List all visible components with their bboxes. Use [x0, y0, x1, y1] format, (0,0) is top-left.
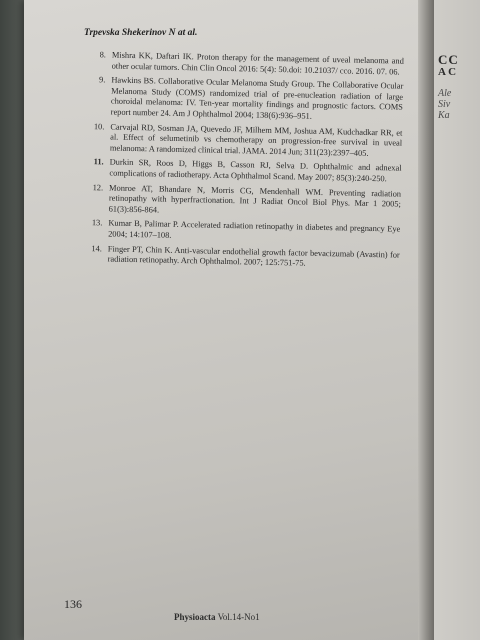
journal-name: Physioacta [174, 612, 216, 622]
reference-number: 13. [91, 218, 103, 228]
reference-number: 8. [99, 50, 106, 60]
facing-page-author-fragment: Ka [438, 110, 450, 121]
reference-text: Kumar B, Palimar P. Accelerated radiation retinopathy in diabetes and pregnancy Eye 2004; 14:107–108. [108, 218, 401, 240]
facing-page-author-fragment: Ale [438, 88, 452, 99]
reference-item [82, 243, 400, 271]
reference-text: Mishra KK, Daftari IK. Proton therapy for the management of uveal melanoma and other ocular tumors. Chin Clin Oncol 2016: 5(4): 50.doi: 10.21037/ cco. 2016. 07. 06. [111, 50, 404, 77]
reference-item [83, 183, 402, 221]
reference-number: 9. [98, 75, 106, 85]
reference-item [83, 157, 401, 185]
reference-number: 12. [92, 182, 104, 192]
journal-volume: Vol.14-No1 [217, 612, 260, 622]
reference-list [81, 50, 404, 275]
reference-item [84, 122, 403, 160]
reference-number: 14. [91, 243, 102, 253]
reference-number: 11. [93, 157, 104, 167]
journal-footer [174, 612, 260, 622]
reference-text: Monroe AT, Bhandare N, Morris CG, Mendenhall WM. Preventing radiation retinopathy with hyperfractionation. Int J Radiat Oncol Biol Phys. Mar 1 2005; 61(3):856-864. [108, 183, 402, 215]
reference-text: Durkin SR, Roos D, Higgs B, Casson RJ, Selva D. Ophthalmic and adnexal complications of radiotherapy. Acta Ophthalmol Scand. May 2007; 85(3):240-250. [109, 157, 402, 184]
facing-page-title-fragment: CC [438, 52, 459, 67]
reference-item [85, 75, 404, 124]
facing-page-subtitle-fragment: A C [438, 66, 457, 78]
book-gutter [418, 0, 434, 640]
reference-number: 10. [93, 121, 105, 131]
page-number: 136 [64, 597, 82, 611]
facing-page [434, 0, 480, 640]
reference-text: Finger PT, Chin K. Anti-vascular endothelial growth factor bevacizumab (Avastin) for radiation retinopathy. Arch Ophthalmol. 2007; 125:751-75. [107, 244, 400, 268]
reference-text: Hawkins BS. Collaborative Ocular Melanoma Study Group. The Collaborative Ocular Melanoma Study (COMS) randomized trial of pre-enucleation radiation of large choroidal melanoma: IV. Ten-year mortality findings and prognostic factors. COMS report number 24. Am J Ophthalmol 2004; 138(6):936–951. [110, 75, 404, 121]
reference-text: Carvajal RD, Sosman JA, Quevedo JF, Milhem MM, Joshua AM, Kudchadkar RR, et al. Effect of selumetinib vs chemotherapy on progression-free survival in uveal melanoma: A randomized clinical trial. JAMA. 2014 Jun; 311(23):2397–405. [109, 122, 403, 158]
reference-item [82, 218, 400, 246]
running-header: Trpevska Shekerinov N at al. [84, 28, 198, 38]
facing-page-author-fragment: Siv [438, 99, 451, 110]
